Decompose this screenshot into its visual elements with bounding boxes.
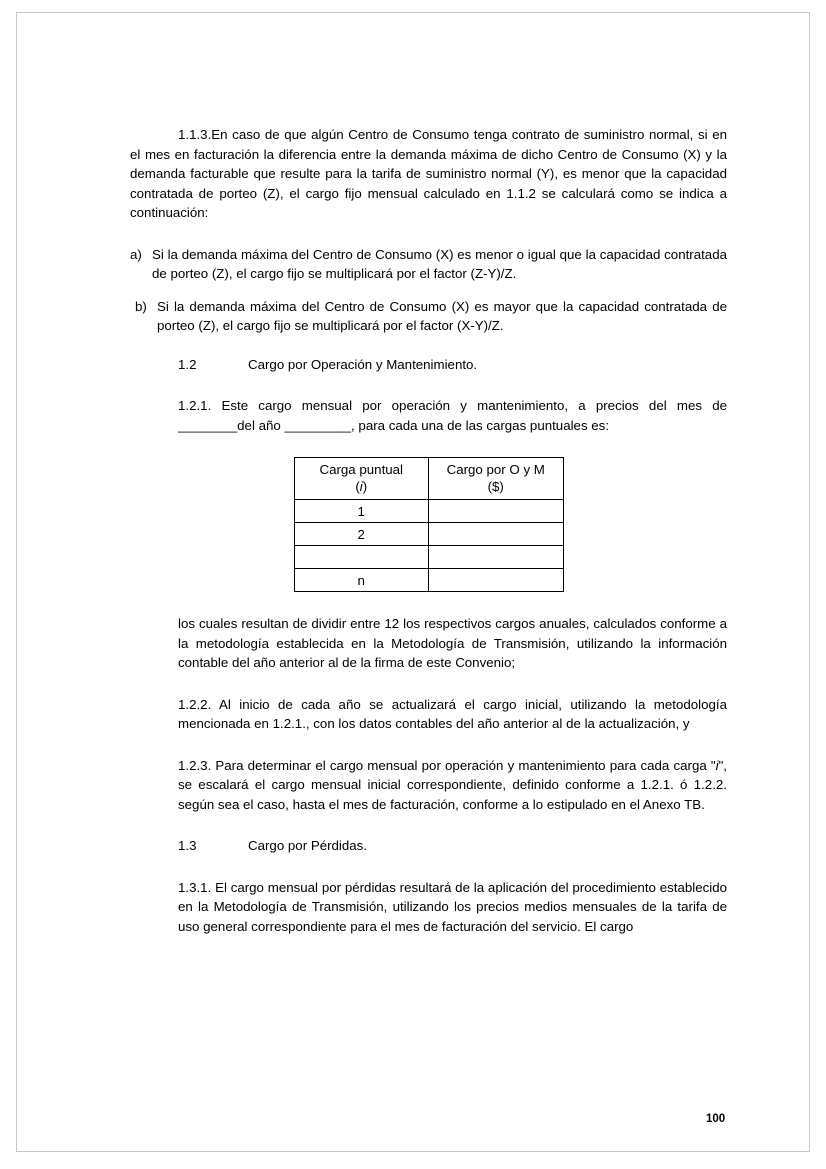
paren-close: ) [362, 479, 368, 494]
page-number: 100 [706, 1113, 726, 1125]
table-cell-cargo [429, 546, 564, 569]
charge-table [294, 457, 564, 592]
paragraph-1-1-3 [130, 125, 727, 223]
paragraph-1-3-1: 1.3.1. El cargo mensual por pérdidas resultará de la aplicación del procedimiento establecido en la Metodología de Transmisión, utilizando los precios medios mensuales de la tarifa de uso general correspondiente para el mes de facturación del servicio. El cargo [178, 879, 727, 934]
table-cell-carga: n [294, 569, 429, 592]
table-cell-carga [294, 546, 429, 569]
list-marker-b: b) [135, 298, 147, 314]
paragraph-1-2-3-italic: i [715, 757, 719, 773]
index-symbol: i [359, 479, 363, 494]
document-content [130, 125, 727, 936]
table-header-carga-puntual [294, 458, 429, 500]
section-title-1-2: Cargo por Operación y Mantenimiento. [248, 356, 478, 372]
table-cell-cargo [429, 523, 564, 546]
table-header-carga-puntual-line2 [297, 478, 427, 495]
section-title-1-3: Cargo por Pérdidas. [248, 838, 367, 853]
table-row [294, 546, 563, 569]
clause-number-1-1-3: 1.1.3. [178, 127, 212, 142]
paren-open: ( [355, 479, 360, 494]
list-item-b [130, 297, 727, 336]
paragraph-1-2-2-wrap [130, 695, 727, 734]
list-text-a: Si la demanda máxima del Centro de Consumo (X) es menor o igual que la capacidad contratada de porteo (Z), el cargo fijo se multiplicará por el factor (Z-Y)/Z. [152, 246, 727, 281]
paragraph-1-2-3-part-a: 1.2.3. Para determinar el cargo mensual por operación y mantenimiento para cada carga " [178, 757, 716, 773]
table-row [294, 569, 563, 592]
clause-text-1-1-3: En caso de que algún Centro de Consumo tenga contrato de suministro normal, si en el mes en facturación la diferencia entre la demanda máxima de dicho Centro de Consumo (X) y la demanda facturable que resulte para la tarifa de suministro normal (Y), es menor que la capacidad contratada de porteo (Z), el cargo fijo mensual calculado en 1.1.2 se calculará como se indica a continuación: [130, 127, 727, 220]
paragraph-1-2-3-wrap [130, 756, 727, 815]
table-cell-carga: 2 [294, 523, 429, 546]
list-item-a [130, 245, 727, 284]
paragraph-1-2-1: 1.2.1. Este cargo mensual por operación y mantenimiento, a precios del mes de ________del año _________, para cada una de las cargas puntuales es: [178, 398, 727, 433]
table-header-row [294, 458, 563, 500]
paragraph-1-2-1-wrap [130, 396, 727, 435]
charge-table-wrapper [130, 457, 727, 592]
paragraph-after-table: los cuales resultan de dividir entre 12 los respectivos cargos anuales, calculados conforme a la metodología establecida en la Metodología de Transmisión, utilizando la información contable del año anterior al de la firma de este Convenio; [178, 616, 727, 670]
section-number-1-3: 1.3 [178, 838, 197, 853]
section-heading-1-2 [130, 355, 727, 375]
section-heading-1-3 [130, 836, 727, 856]
paragraph-1-2-3-part-b: ", se escalará el cargo mensual inicial correspondiente, definido conforme a 1.2.1. ó 1.2.2. según sea el caso, hasta el mes de facturación, conforme a lo estipulado en el Anexo TB. [178, 757, 727, 812]
paragraph-1-2-3 [178, 756, 727, 815]
table-row [294, 500, 563, 523]
paragraph-after-table-wrap [130, 614, 727, 673]
paragraph-1-2-2: 1.2.2. Al inicio de cada año se actualizará el cargo inicial, utilizando la metodología mencionada en 1.2.1., con los datos contables del año anterior al de la actualización, y [178, 696, 727, 731]
table-header-cargo-oym [429, 458, 564, 500]
table-cell-cargo [429, 569, 564, 592]
table-header-cargo-oym-line1: Cargo por O y M [446, 462, 545, 477]
table-row [294, 523, 563, 546]
list-marker-a: a) [130, 246, 142, 262]
page-sheet [16, 12, 810, 1152]
paragraph-1-3-1-wrap [130, 878, 727, 937]
table-cell-cargo [429, 500, 564, 523]
section-number-1-2: 1.2 [178, 356, 197, 372]
table-cell-carga: 1 [294, 500, 429, 523]
list-text-b: Si la demanda máxima del Centro de Consumo (X) es mayor que la capacidad contratada de porteo (Z), el cargo fijo se multiplicará por el factor (X-Y)/Z. [157, 298, 727, 333]
table-header-carga-puntual-line1: Carga puntual [319, 462, 404, 477]
table-header-cargo-oym-line2: ($) [487, 479, 504, 494]
